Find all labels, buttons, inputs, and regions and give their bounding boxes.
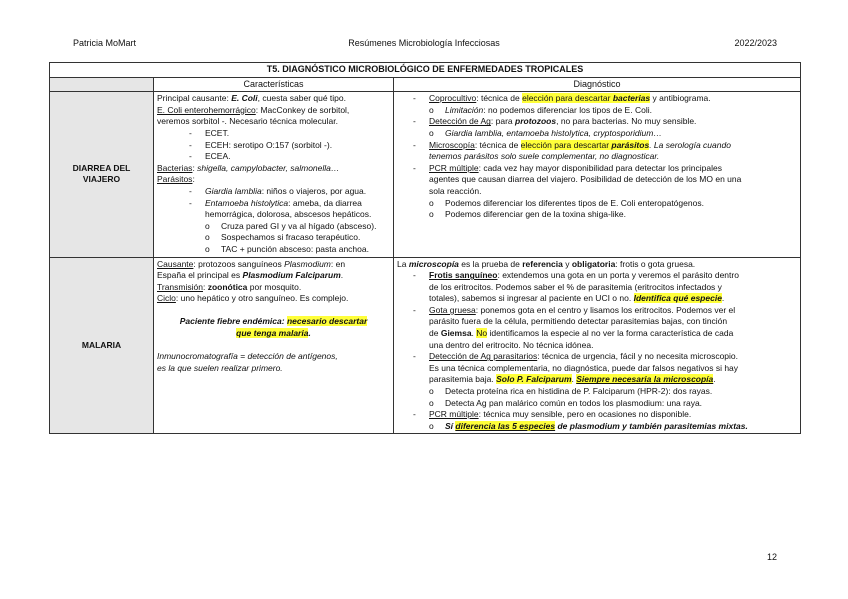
list-item: o Podemos diferenciar los diferentes tipos de E. Coli enteropatógenos. (429, 197, 704, 208)
spacer (157, 305, 390, 317)
text-line: totales), sabemos si ingresar al paciente en UCI o no. Identifica qué especie. (429, 293, 725, 304)
diarrea-characteristics (154, 92, 394, 257)
text-line: Parásitos: (157, 174, 195, 185)
text-line: sola reacción. (429, 185, 482, 196)
list-item: o Cruza pared GI y va al hígado (absceso). (205, 220, 377, 231)
text-line: E. Coli enterohemorrágico: MacConkey de sorbitol, (157, 104, 350, 115)
text-line: Es una técnica complementaria, no diagnóstica, puede dar falsos negativos si hay (429, 362, 739, 373)
text-line: Inmunocromatografía = detección de antígenos, (157, 351, 338, 362)
list-item: - ECET. (189, 127, 230, 138)
list-item: - Giardia lamblia: niños o viajeros, por agua. (189, 185, 367, 196)
spacer (157, 340, 390, 352)
row-label-malaria: MALARIA (50, 257, 154, 434)
row-label-line: VIAJERO (82, 174, 121, 185)
text-line: Transmisión: zoonótica por mosquito. (157, 281, 302, 292)
list-item: - Detección de Ag parasitarios: técnica de urgencia, fácil y no necesita microscopio. (413, 351, 738, 362)
text-line: parásito fuera de la célula, permitiendo detectar parasitemias bajas, con tinción (429, 316, 728, 327)
text-line: de Giemsa. No identificamos la especie al no ver la forma característica de cada (429, 328, 734, 339)
row-label-diarrea (50, 92, 154, 257)
tropical-diseases-table (49, 62, 801, 434)
row-malaria (50, 257, 801, 434)
list-item: o Limitación: no podemos diferenciar los tipos de E. Coli. (429, 104, 652, 115)
page-number: 12 (766, 552, 777, 562)
text-line: que tenga malaria. (236, 328, 311, 339)
text-line: parasitemia baja. Solo P. Falciparum. Siempre necesaria la microscopía. (429, 374, 716, 385)
header-author: Patricia MoMart (73, 38, 137, 48)
col-header-diagnosis: Diagnóstico (394, 77, 801, 92)
list-item: - ECEA. (189, 151, 231, 162)
list-item: - Coprocultivo: técnica de elección para descartar bacterias y antibiograma. (413, 93, 711, 104)
text-line: Causante: protozoos sanguíneos Plasmodium: en (157, 258, 346, 269)
text-line: una dentro del eritrocito. No técnica idónea. (429, 339, 594, 350)
list-item: o Podemos diferenciar gen de la toxina shiga-like. (429, 209, 626, 220)
text-line: es la que suelen realizar primero. (157, 362, 283, 373)
header-year: 2022/2023 (734, 38, 777, 48)
diarrea-diagnosis (394, 92, 801, 257)
list-item: - PCR múltiple: cada vez hay mayor disponibilidad para detectar los principales (413, 162, 722, 173)
text-line: La microscopía es la prueba de referencia y obligatoria: frotis o gota gruesa. (397, 258, 696, 269)
malaria-diagnosis (394, 257, 801, 434)
text-line: Principal causante: E. Coli, cuesta saber qué tipo. (157, 93, 347, 104)
text-line: veremos sorbitol -. Necesario técnica molecular. (157, 116, 338, 127)
list-item: o Sí diferencia las 5 especies de plasmodium y también parasitemias mixtas. (429, 420, 748, 431)
text-line: España el principal es Plasmodium Falciparum. (157, 270, 344, 281)
list-item: o Giardia lamblia, entamoeba histolytica, cryptosporidium… (429, 127, 662, 138)
text-line: tenemos parásitos solo suele complementar, no diagnosticar. (429, 151, 660, 162)
table-title: T5. DIAGNÓSTICO MICROBIOLÓGICO DE ENFERMEDADES TROPICALES (50, 63, 801, 78)
text-line: Bacterias: shigella, campylobacter, salmonella… (157, 162, 340, 173)
list-item: - Microscopía: técnica de elección para descartar parásitos. La serología cuando (413, 139, 731, 150)
list-item: - Gota gruesa: ponemos gota en el centro y lisamos los eritrocitos. Podemos ver el (413, 304, 736, 315)
text-line: de los eritrocitos. Podemos saber el % de parasitemia (eritrocitos infectados y (429, 281, 722, 292)
list-item: - Entamoeba histolytica: ameba, da diarrea (189, 197, 362, 208)
header-title: Resúmenes Microbiología Infecciosas (348, 38, 500, 48)
list-item: - Detección de Ag: para protozoos, no para bacterias. No muy sensible. (413, 116, 697, 127)
list-item: - PCR múltiple: técnica muy sensible, pero en ocasiones no disponible. (413, 409, 692, 420)
list-item: o Detecta Ag pan malárico común en todos los plasmodium: una raya. (429, 397, 703, 408)
text-line: agentes que causan diarrea del viajero. Posibilidad de detección de los MO en una (429, 174, 742, 185)
text-line: Paciente fiebre endémica: necesario descartar (179, 316, 368, 327)
list-item: o TAC + punción absceso: pasta anchoa. (205, 243, 369, 254)
text-line: Ciclo: uno hepático y otro sanguíneo. Es complejo. (157, 293, 349, 304)
col-header-characteristics: Características (154, 77, 394, 92)
header-blank-cell (50, 77, 154, 92)
list-item: o Sospechamos si fracaso terapéutico. (205, 232, 361, 243)
row-label-line: DIARREA DEL (72, 162, 131, 173)
row-diarrea (50, 92, 801, 257)
malaria-characteristics (154, 257, 394, 434)
text-line: hemorrágica, dolorosa, abscesos hepáticos. (205, 209, 372, 220)
list-item: - ECEH: serotipo O:157 (sorbitol -). (189, 139, 333, 150)
list-item: o Detecta proteína rica en histidina de P. Falciparum (HPR-2): dos rayas. (429, 386, 713, 397)
list-item: - Frotis sanguíneo: extendemos una gota en un porta y veremos el parásito dentro (413, 270, 739, 281)
